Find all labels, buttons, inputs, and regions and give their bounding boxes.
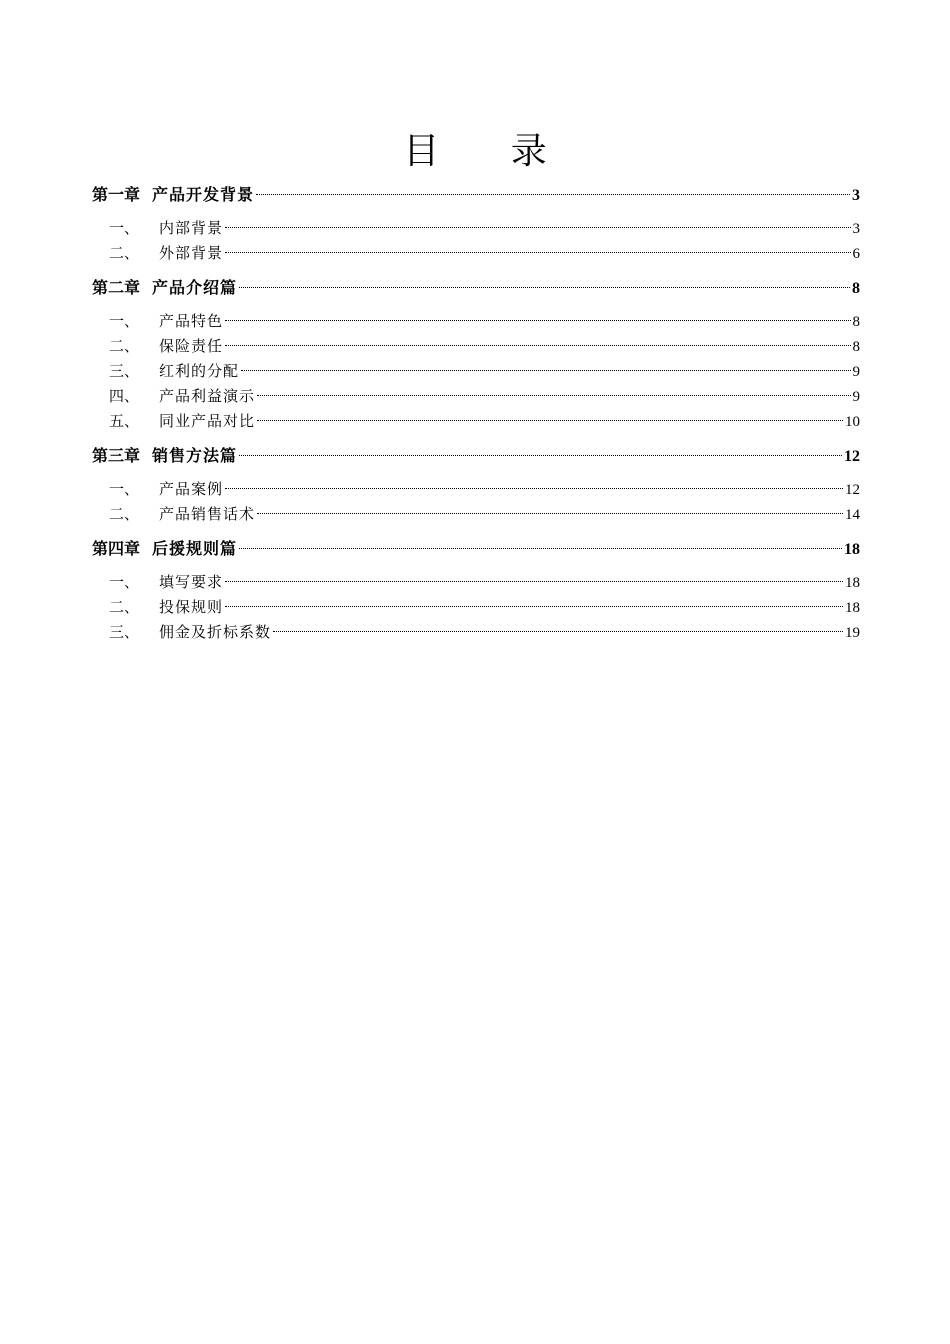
- toc-page-number: 3: [852, 187, 860, 204]
- toc-label: 佣金及折标系数: [159, 623, 272, 641]
- dot-leader: [239, 455, 842, 456]
- toc-chapter-2[interactable]: [92, 275, 860, 300]
- dot-leader: [225, 252, 850, 253]
- toc-number: 一、: [109, 312, 140, 330]
- toc-section[interactable]: [92, 595, 860, 620]
- toc-section[interactable]: [92, 570, 860, 595]
- toc-page-number: 12: [844, 448, 860, 465]
- toc-label: 产品销售话术: [159, 505, 256, 523]
- toc-page-number: 12: [845, 482, 860, 498]
- dot-leader: [257, 420, 843, 421]
- dot-leader: [225, 345, 850, 346]
- toc-page-number: 6: [852, 246, 860, 262]
- toc-chapter-3[interactable]: [92, 443, 860, 468]
- toc-section[interactable]: [92, 477, 860, 502]
- toc-chapter-4[interactable]: [92, 536, 860, 561]
- toc-label: 产品案例: [159, 480, 224, 498]
- toc-section[interactable]: [92, 502, 860, 527]
- toc-section[interactable]: [92, 384, 860, 409]
- toc-number: 第四章: [92, 539, 141, 558]
- toc-number: 五、: [109, 412, 140, 430]
- toc-section[interactable]: [92, 334, 860, 359]
- toc-section[interactable]: [92, 309, 860, 334]
- toc-label: 投保规则: [159, 598, 224, 616]
- dot-leader: [225, 227, 850, 228]
- dot-leader: [239, 287, 850, 288]
- toc-number: 四、: [109, 387, 140, 405]
- dot-leader: [241, 370, 850, 371]
- toc-section[interactable]: [92, 216, 860, 241]
- toc-number: 三、: [109, 623, 140, 641]
- toc-label: 后援规则篇: [152, 539, 238, 558]
- toc-page-number: 18: [845, 575, 860, 591]
- toc-label: 销售方法篇: [152, 446, 238, 465]
- dot-leader: [225, 581, 843, 582]
- toc-number: 二、: [109, 598, 140, 616]
- toc-section[interactable]: [92, 359, 860, 384]
- toc-label: 产品特色: [159, 312, 224, 330]
- toc-page-number: 14: [845, 507, 860, 523]
- toc-section[interactable]: [92, 241, 860, 266]
- toc-number: 一、: [109, 480, 140, 498]
- toc-number: 一、: [109, 219, 140, 237]
- dot-leader: [225, 320, 850, 321]
- toc-page-number: 9: [852, 389, 860, 405]
- toc-number: 一、: [109, 573, 140, 591]
- dot-leader: [256, 194, 850, 195]
- dot-leader: [257, 395, 850, 396]
- toc-page-number: 18: [845, 600, 860, 616]
- toc-label: 内部背景: [159, 219, 224, 237]
- toc-page-number: 19: [845, 625, 860, 641]
- dot-leader: [225, 606, 843, 607]
- dot-leader: [225, 488, 843, 489]
- toc-label: 填写要求: [159, 573, 224, 591]
- toc-number: 二、: [109, 505, 140, 523]
- dot-leader: [273, 631, 843, 632]
- toc-page-number: 8: [852, 314, 860, 330]
- toc-page-number: 8: [852, 280, 860, 297]
- toc-number: 二、: [109, 244, 140, 262]
- toc-label: 同业产品对比: [159, 412, 256, 430]
- toc-label: 产品利益演示: [159, 387, 256, 405]
- page-title: 目 录: [403, 131, 577, 172]
- toc-number: 第三章: [92, 446, 141, 465]
- toc-page-number: 8: [852, 339, 860, 355]
- toc-page-number: 9: [852, 364, 860, 380]
- toc-page-number: 3: [852, 221, 860, 237]
- dot-leader: [239, 548, 842, 549]
- toc-chapter-1[interactable]: [92, 182, 860, 207]
- toc-section[interactable]: [92, 409, 860, 434]
- table-of-contents: [92, 182, 860, 645]
- toc-label: 保险责任: [159, 337, 224, 355]
- toc-number: 第二章: [92, 278, 141, 297]
- toc-number: 二、: [109, 337, 140, 355]
- toc-page-number: 18: [844, 541, 860, 558]
- toc-section[interactable]: [92, 620, 860, 645]
- dot-leader: [257, 513, 843, 514]
- toc-number: 三、: [109, 362, 140, 380]
- toc-number: 第一章: [92, 185, 141, 204]
- toc-label: 产品介绍篇: [152, 278, 238, 297]
- toc-label: 外部背景: [159, 244, 224, 262]
- toc-label: 红利的分配: [159, 362, 240, 380]
- toc-label: 产品开发背景: [152, 185, 255, 204]
- toc-page-number: 10: [845, 414, 860, 430]
